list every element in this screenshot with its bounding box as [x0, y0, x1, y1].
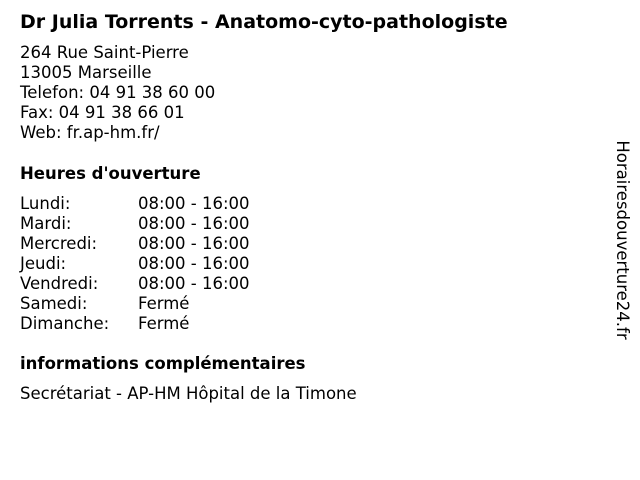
page-title: Dr Julia Torrents - Anatomo-cyto-pathologiste [20, 11, 508, 33]
address-street: 264 Rue Saint-Pierre [20, 43, 189, 62]
hours-day: Mercredi: [20, 234, 98, 253]
opening-hours-heading: Heures d'ouverture [20, 164, 201, 183]
hours-time: 08:00 - 16:00 [138, 214, 250, 233]
hours-time: 08:00 - 16:00 [138, 274, 250, 293]
phone-number: Telefon: 04 91 38 60 00 [20, 83, 216, 102]
hours-day: Samedi: [20, 294, 88, 313]
hours-day: Lundi: [20, 194, 71, 213]
additional-info-heading: informations complémentaires [20, 354, 306, 373]
hours-day: Mardi: [20, 214, 72, 233]
hours-time: Fermé [138, 294, 190, 313]
hours-time: 08:00 - 16:00 [138, 194, 250, 213]
additional-info-text: Secrétariat - AP-HM Hôpital de la Timone [20, 384, 357, 403]
hours-day: Dimanche: [20, 314, 110, 333]
site-watermark: Horairesdouverture24.fr [613, 140, 632, 340]
hours-day: Jeudi: [20, 254, 67, 273]
address-city: 13005 Marseille [20, 63, 152, 82]
website: Web: fr.ap-hm.fr/ [20, 123, 160, 142]
hours-time: 08:00 - 16:00 [138, 254, 250, 273]
hours-time: 08:00 - 16:00 [138, 234, 250, 253]
hours-day: Vendredi: [20, 274, 99, 293]
hours-time: Fermé [138, 314, 190, 333]
contact-block [20, 43, 215, 143]
fax-number: Fax: 04 91 38 66 01 [20, 103, 185, 122]
